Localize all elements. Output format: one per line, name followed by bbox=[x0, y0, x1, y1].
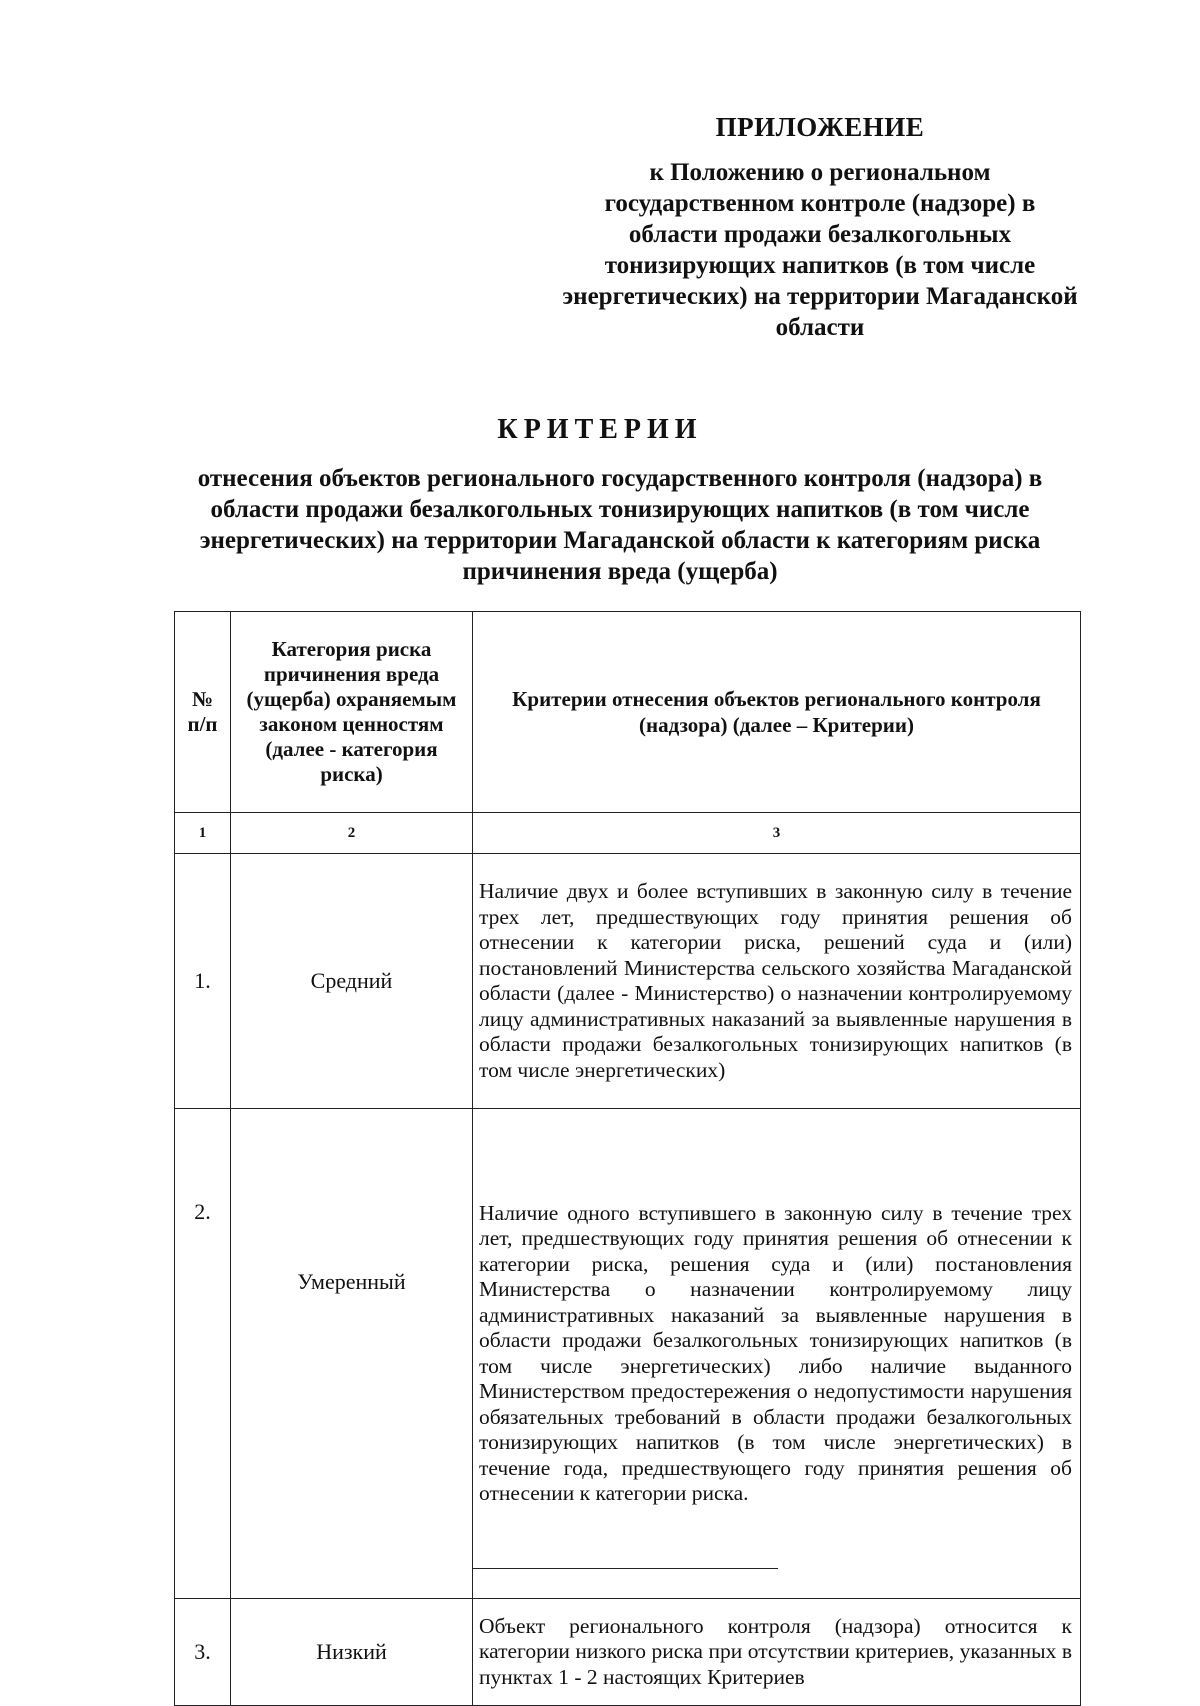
row-criteria: Объект регионального контроля (надзора) относится к категории низкого риска при отсутствии критериев, указанных в пунктах 1 - 2 настоящих Критериев bbox=[473, 1599, 1081, 1706]
criteria-table bbox=[174, 611, 1081, 1706]
row-category: Низкий bbox=[231, 1599, 473, 1706]
header-number: № п/п bbox=[175, 612, 231, 813]
criteria-subtitle: отнесения объектов регионального государственного контроля (надзора) в области продажи безалкогольных тонизирующих напитков (в том числе энергетических) на территории Магаданской области к категориям риска причинения вреда (ущерба) bbox=[197, 465, 1043, 585]
header-risk-category: Категория риска причинения вреда (ущерба) охраняемым законом ценностям (далее - категория риска) bbox=[231, 612, 473, 813]
appendix-block bbox=[560, 112, 1080, 343]
criteria-title: КРИТЕРИИ bbox=[497, 414, 703, 445]
column-number: 2 bbox=[231, 813, 473, 854]
row-index: 3. bbox=[175, 1599, 231, 1706]
table-header-row bbox=[175, 612, 1081, 813]
row-index: 2. bbox=[175, 1109, 231, 1599]
column-number-row bbox=[175, 813, 1081, 854]
table-row bbox=[175, 1599, 1081, 1706]
row-criteria: Наличие двух и более вступивших в законную силу в течение трех лет, предшествующих году принятия решения об отнесении к категории риска, решений суда и (или) постановлений Министерства сельского хозяйства Магаданской области (далее - Министерство) о назначении контролируемому лицу административных наказаний за выявленные нарушения в области продажи безалкогольных тонизирующих напитков (в том числе энергетических) bbox=[473, 854, 1081, 1109]
appendix-text: к Положению о региональном государственном контроле (надзоре) в области продажи безалкогольных тонизирующих напитков (в том числе энергетических) на территории Магаданской области bbox=[562, 159, 1078, 341]
column-number: 3 bbox=[473, 813, 1081, 854]
row-index: 1. bbox=[175, 854, 231, 1109]
table-row bbox=[175, 854, 1081, 1109]
column-number: 1 bbox=[175, 813, 231, 854]
row-category: Средний bbox=[231, 854, 473, 1109]
row-category: Умеренный bbox=[231, 1109, 473, 1599]
row-criteria: Наличие одного вступившего в законную силу в течение трех лет, предшествующих году принятия решения об отнесении к категории риска, решения суда и (или) постановления Министерства о назначении контролируемому лицу административных наказаний за выявленные нарушения в области продажи безалкогольных тонизирующих напитков (в том числе энергетических) либо наличие выданного Министерством предостережения о недопустимости нарушения обязательных требований в области продажи безалкогольных тонизирующих напитков (в том числе энергетических) в течение года, предшествующего году принятия решения об отнесении к категории риска. bbox=[473, 1109, 1081, 1599]
appendix-title: ПРИЛОЖЕНИЕ bbox=[715, 112, 925, 142]
header-criteria: Критерии отнесения объектов регионального контроля (надзора) (далее – Критерии) bbox=[473, 612, 1081, 813]
footer-divider bbox=[472, 1568, 778, 1569]
table-row bbox=[175, 1109, 1081, 1599]
